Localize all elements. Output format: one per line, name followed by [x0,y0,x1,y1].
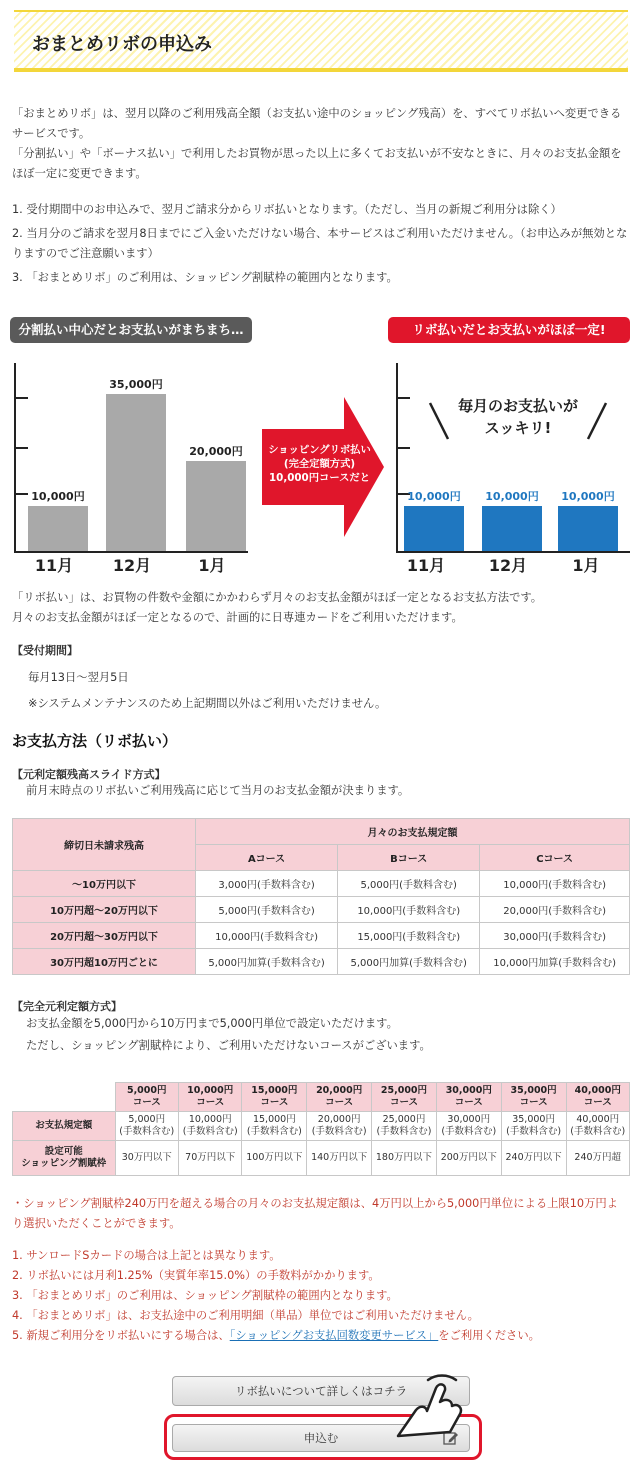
slide-desc: 前月末時点のリボ払いご利用残高に応じて当月のお支払金額が決まります。 [26,784,410,797]
bar [106,394,166,552]
row-label: 設定可能 ショッピング割賦枠 [13,1141,116,1176]
bar [28,506,88,551]
caution-text: をご利用ください。 [438,1329,540,1342]
x-label: 12月 [488,556,528,575]
notes-list [12,200,628,292]
bar-label: 35,000円 [109,377,163,391]
table-row [13,949,630,975]
bar [482,506,542,551]
list-item: 4. 「おまとめリボ」は、お支払途中のご利用明細（単品）単位ではご利用いただけません。 [12,1309,479,1322]
table-cell: 70万円以下 [178,1141,241,1176]
table-cell: 15,000円 (手数料含む) [242,1112,307,1141]
slide-heading: 【元利定額残高スライド方式】 [12,768,166,781]
table-cell: 5,000円 (手数料含む) [115,1112,178,1141]
bar [186,461,246,551]
table-cell: 30,000円 (手数料含む) [436,1112,501,1141]
arrow-text [262,443,377,485]
table-cell: 10,000円(手数料含む) [196,923,338,949]
list-item: 3. 「おまとめリボ」のご利用は、ショッピング割賦枠の範囲内となります。 [12,271,398,284]
pointing-hand-icon [390,1372,470,1440]
fixed-desc-1: お支払金額を5,000円から10万円まで5,000円単位で設定いただけます。 [26,1017,398,1030]
table-cell: 200万円以下 [436,1141,501,1176]
page-header [14,10,628,72]
arrow-text-line: ショッピングリボ払い [268,444,371,456]
period-note: ※システムメンテナンスのため上記期間以外はご利用いただけません。 [28,697,387,710]
table-cell: 180万円以下 [372,1141,437,1176]
x-label: 1月 [198,556,226,575]
tick [14,447,28,449]
list-item: 1. サンロードSカードの場合は上記とは異なります。 [12,1249,281,1262]
table-cell: 5,000円(手数料含む) [338,871,480,897]
speech-line: 毎月のお支払いが [457,397,578,415]
revo-description [12,588,628,628]
course-header: Aコース [196,845,338,871]
intro-line: 「おまとめリボ」は、翌月以降のご利用残高全額（お支払い途中のショッピング残高）を、すべてリボ払いへ変更できるサービスです。 [12,107,622,140]
speech-line: スッキリ! [484,419,552,437]
list-item: 2. 当月分のご請求を翌月8日までにご入金いただけない場合、本サービスはご利用いただけません。（お申込みが無効となりますのでご注意願います） [12,227,628,260]
bar-label: 10,000円 [561,490,615,503]
page-title: おまとめリボの申込み [32,34,212,55]
fixed-heading: 【完全元利定額方式】 [12,1000,122,1013]
table-cell: 5,000円加算(手数料含む) [196,949,338,975]
course-header: 35,000円 コース [501,1083,566,1112]
x-label: 11月 [34,556,74,575]
speech-text [418,395,618,439]
course-header: 20,000円 コース [307,1083,372,1112]
x-label: 11月 [406,556,446,575]
tick [396,447,410,449]
col-header: 締切日未請求残高 [13,819,196,871]
slide-table [12,818,630,975]
list-item: 2. リボ払いには月利1.25%（実質年率15.0%）の手数料がかかります。 [12,1269,380,1282]
table-cell: 20,000円(手数料含む) [480,897,630,923]
period-heading: 【受付期間】 [12,644,78,657]
x-label: 12月 [112,556,152,575]
table-row [13,871,630,897]
course-header: Cコース [480,845,630,871]
intro-text [12,104,628,184]
bar-label: 10,000円 [407,490,461,503]
bar-label: 10,000円 [31,490,85,503]
bar [558,506,618,551]
table-cell: 10,000円加算(手数料含む) [480,949,630,975]
course-header: Bコース [338,845,480,871]
table-cell: 5,000円加算(手数料含む) [338,949,480,975]
arrow-text-line: (完全定額方式) [283,458,356,470]
table-row [13,897,630,923]
left-header: 分割払い中心だとお支払いがまちまち… [10,317,252,343]
revo-line: 「リボ払い」は、お買物の件数や金額にかかわらず月々のお支払金額がほぼ一定となるお支払方法です。 [12,591,543,604]
course-header: 5,000円 コース [115,1083,178,1112]
left-y-axis [14,363,16,553]
course-header: 25,000円 コース [372,1083,437,1112]
table-cell: 40,000円 (手数料含む) [566,1112,630,1141]
empty-cell [13,1083,116,1112]
list-item: 1. 受付期間中のお申込みで、翌月ご請求分からリボ払いとなります。（ただし、当月の新規ご利用分は除く） [12,203,562,216]
fixed-table [12,1082,630,1176]
tick [396,397,410,399]
row-label: ～10万円以下 [13,871,196,897]
table-cell: 140万円以下 [307,1141,372,1176]
bar [404,506,464,551]
tick [14,397,28,399]
course-header: 40,000円 コース [566,1083,630,1112]
course-header: 30,000円 コース [436,1083,501,1112]
row-label: 20万円超～30万円以下 [13,923,196,949]
course-header: 10,000円 コース [178,1083,241,1112]
table-cell: 25,000円 (手数料含む) [372,1112,437,1141]
payment-illustration [0,315,640,585]
table-cell: 240万円以下 [501,1141,566,1176]
right-header: リボ払いだとお支払いがほぼ一定! [388,317,630,343]
table-row [13,923,630,949]
caution-text: 5. 新規ご利用分をリボ払いにする場合は、 [12,1329,230,1342]
table-cell: 35,000円 (手数料含む) [501,1112,566,1141]
table-cell: 10,000円(手数料含む) [338,897,480,923]
apply-label: 申込む [303,1431,339,1445]
course-header: 15,000円 コース [242,1083,307,1112]
row-label: お支払規定額 [13,1112,116,1141]
payment-method-heading: お支払方法（リボ払い） [12,732,178,750]
table-cell: 3,000円(手数料含む) [196,871,338,897]
revo-detail-button[interactable]: リボ払いについて詳しくはコチラ [172,1376,470,1406]
list-item: 3. 「おまとめリボ」のご利用は、ショッピング割賦枠の範囲内となります。 [12,1289,398,1302]
table-cell: 20,000円 (手数料含む) [307,1112,372,1141]
table-cell: 240万円超 [566,1141,630,1176]
cautions-list [12,1246,628,1346]
table-cell: 10,000円(手数料含む) [480,871,630,897]
group-header: 月々のお支払規定額 [196,819,630,845]
revo-line: 月々のお支払金額がほぼ一定となるので、計画的に日専連カードをご利用いただけます。 [12,611,463,624]
table-cell: 15,000円(手数料含む) [338,923,480,949]
over-note: ・ショッピング割賦枠240万円を超える場合の月々のお支払規定額は、4万円以上から5,000円単位による上限10万円より選択いただくことができます。 [12,1197,618,1230]
row-label: 30万円超10万円ごとに [13,949,196,975]
fixed-desc-2: ただし、ショッピング割賦枠により、ご利用いただけないコースがございます。 [26,1039,431,1052]
table-cell: 5,000円(手数料含む) [196,897,338,923]
intro-line: 「分割払い」や「ボーナス払い」で利用したお買物が思った以上に多くてお支払いが不安なときに、月々のお支払金額をほぼ一定に変更できます。 [12,147,622,180]
list-item [12,1326,628,1346]
bar-label: 20,000円 [189,445,243,458]
table-cell: 100万円以下 [242,1141,307,1176]
arrow-text-line: 10,000円コースだと [268,472,370,484]
right-y-axis [396,363,398,553]
table-cell: 10,000円 (手数料含む) [178,1112,241,1141]
table-cell: 30万円以下 [115,1141,178,1176]
period-value: 毎月13日～翌月5日 [28,671,129,684]
x-label: 1月 [572,556,600,575]
bar-label: 10,000円 [485,490,539,503]
table-cell: 30,000円(手数料含む) [480,923,630,949]
shopping-change-link[interactable]: 「ショッピングお支払回数変更サービス」 [229,1329,439,1342]
row-label: 10万円超～20万円以下 [13,897,196,923]
